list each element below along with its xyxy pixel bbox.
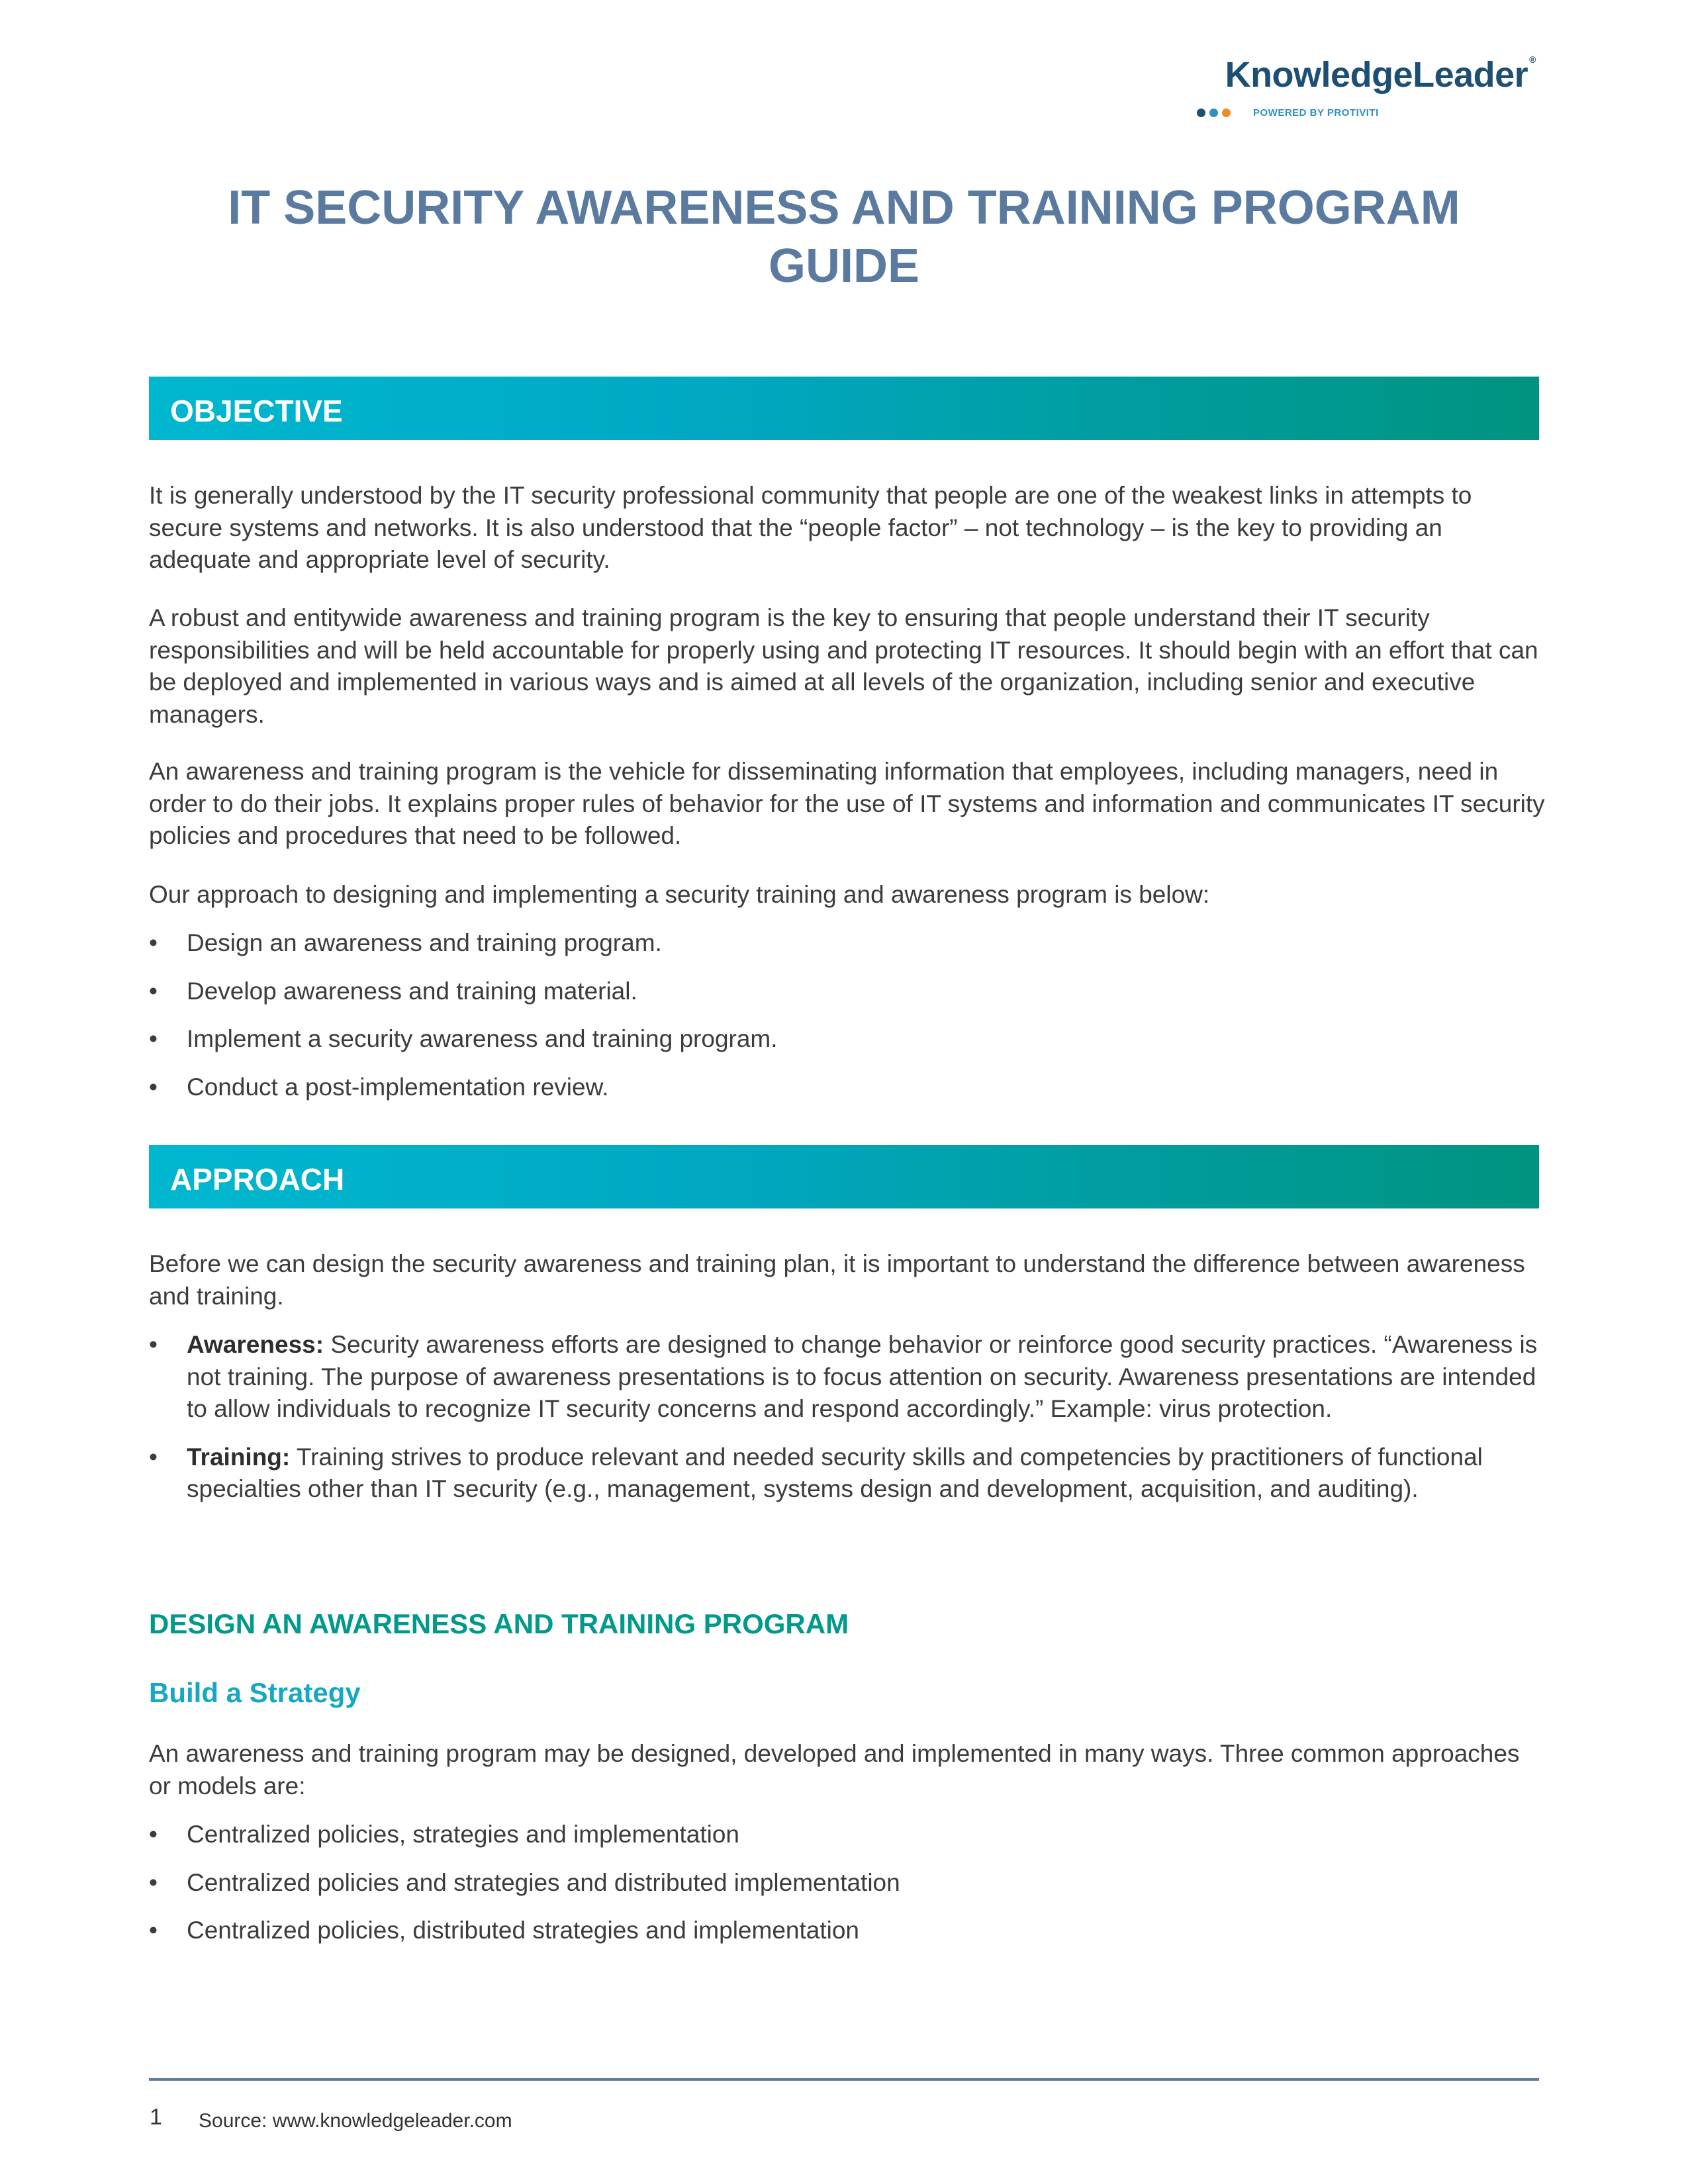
design-bullet-list <box>149 1819 1546 1947</box>
logo-dot-icon <box>1197 109 1205 117</box>
approach-intro: Before we can design the security awareness and training plan, it is important to understand the difference between awareness and training. <box>149 1250 1525 1310</box>
footer-divider <box>149 2078 1539 2081</box>
bullet-icon: • <box>149 1073 158 1101</box>
objective-paragraph-2: A robust and entitywide awareness and training program is the key to ensuring that people understand their IT security responsibilities and will be held accountable for properly using and protecting IT resources. It should begin with an effort that can be deployed and implemented in various ways and is aimed at all levels of the organization, including senior and executive managers. <box>149 604 1538 728</box>
logo-wordmark: KnowledgeLeader ® <box>1225 54 1536 95</box>
bullet-icon: • <box>149 977 158 1005</box>
logo-subline <box>1197 107 1379 118</box>
page-number: 1 <box>150 2105 162 2130</box>
objective-banner <box>149 377 1539 440</box>
footer-source[interactable]: Source: www.knowledgeleader.com <box>199 2110 512 2132</box>
list-item: • Develop awareness and training material. <box>149 976 1546 1008</box>
build-strategy-subheading: Build a Strategy <box>149 1677 361 1708</box>
bullet-icon: • <box>149 1443 158 1471</box>
objective-paragraph-3: An awareness and training program is the vehicle for disseminating information that employees, including managers, need in order to do their jobs. It explains proper rules of behavior for the use of IT systems and information and communicates IT security policies and procedures that need to be followed. <box>149 758 1545 849</box>
list-item: • Centralized policies and strategies and distributed implementation <box>149 1867 1546 1899</box>
bullet-icon: • <box>149 1025 158 1052</box>
registered-mark: ® <box>1529 54 1536 65</box>
logo-dot-icon <box>1222 109 1231 117</box>
list-item: • Conduct a post-implementation review. <box>149 1071 1546 1104</box>
bullet-icon: • <box>149 1331 158 1358</box>
design-heading: DESIGN AN AWARENESS AND TRAINING PROGRAM <box>149 1608 849 1639</box>
logo-tagline: POWERED BY PROTIVITI <box>1253 107 1379 118</box>
list-item: • Centralized policies, strategies and implementation <box>149 1819 1546 1851</box>
approach-banner <box>149 1145 1539 1208</box>
objective-paragraph-1: It is generally understood by the IT security professional community that people are one of the weakest links in attempts to secure systems and networks. It is also understood that the “people factor” – not technology – is the key to providing an adequate and appropriate level of security. <box>149 482 1472 573</box>
list-item: • Implement a security awareness and training program. <box>149 1023 1546 1056</box>
term-training: Training: <box>187 1443 291 1471</box>
bullet-icon: • <box>149 1917 158 1944</box>
bullet-icon: • <box>149 929 158 956</box>
objective-bullet-list <box>149 927 1546 1103</box>
list-item: • Design an awareness and training program. <box>149 927 1546 960</box>
objective-paragraph-4: Our approach to designing and implementing a security training and awareness program is below: <box>149 881 1210 908</box>
list-item: • Awareness: Security awareness efforts are designed to change behavior or reinforce good security practices. “Awareness is not training. The purpose of awareness presentations is to focus attention on security. Awareness presentations are intended to allow individuals to recognize IT security concerns and respond accordingly.” Example: virus protection. <box>149 1329 1546 1426</box>
list-item: • Training: Training strives to produce relevant and needed security skills and competencies by practitioners of functional specialties other than IT security (e.g., management, systems design and development, acquisition, and auditing). <box>149 1441 1546 1506</box>
approach-heading: APPROACH <box>170 1162 345 1197</box>
document-title: IT SECURITY AWARENESS AND TRAINING PROGRAM GUIDE <box>228 181 1460 293</box>
logo-dot-icon <box>1209 109 1218 117</box>
design-intro: An awareness and training program may be designed, developed and implemented in many ways. Three common approaches or models are: <box>149 1740 1520 1799</box>
bullet-icon: • <box>149 1821 158 1848</box>
approach-definition-list <box>149 1329 1546 1506</box>
knowledgeleader-logo[interactable] <box>1192 54 1536 127</box>
term-awareness: Awareness: <box>187 1331 324 1358</box>
objective-heading: OBJECTIVE <box>170 394 343 428</box>
list-item: • Centralized policies, distributed strategies and implementation <box>149 1915 1546 1947</box>
bullet-icon: • <box>149 1868 158 1896</box>
